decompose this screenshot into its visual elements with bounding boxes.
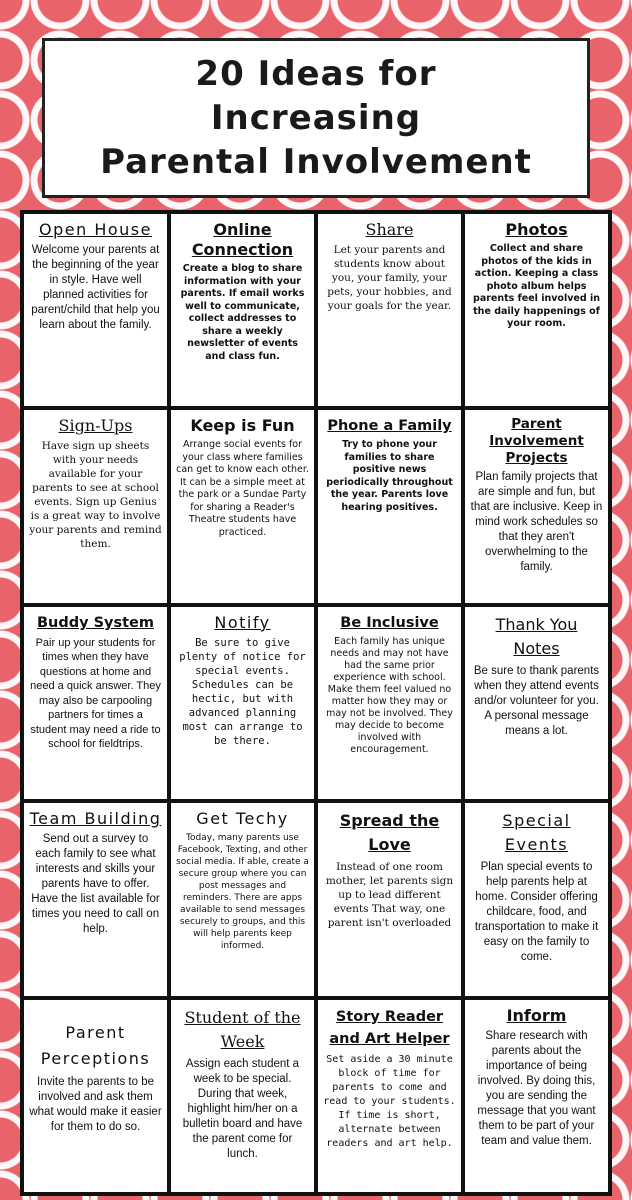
idea-body: Be sure to thank parents when they attend events and/or volunteer for you. A personal message means a lot. xyxy=(473,664,600,737)
idea-title: Spread the Love xyxy=(339,811,440,855)
idea-card-share xyxy=(318,214,461,406)
idea-card-sign-ups xyxy=(24,410,167,602)
title-line-3: Parental Involvement xyxy=(100,142,532,182)
idea-body: Be sure to give plenty of notice for special events. Schedules can be hectic, but with advanced planning most can arrange to be there. xyxy=(179,636,306,747)
idea-body: Set aside a 30 minute block of time for parents to come and read to your students. If time is short, alternate between readers and art help. xyxy=(323,1053,456,1149)
idea-title: Phone a Family xyxy=(327,418,452,435)
idea-body: Plan special events to help parents help at home. Consider offering childcare, food, and transportation to make it easy on the family to come. xyxy=(474,861,599,964)
idea-body: Have sign up sheets with your needs available for your parents to see at school events. Sign up Genius is a great way to involve your parents and remind them. xyxy=(29,440,162,551)
idea-body: Welcome your parents at the beginning of the year in style. Have well planned activities for parent/child that help you learn about the family. xyxy=(31,244,160,331)
idea-body: Share research with parents about the importance of being involved. By doing this, you are sending the message that you want them to be part of your team and value them. xyxy=(477,1029,596,1147)
idea-title: Share xyxy=(365,220,414,239)
idea-title: Story Reader and Art Helper xyxy=(329,1008,450,1047)
idea-card-special-events xyxy=(465,803,608,995)
idea-body: Arrange social events for your class where families can get to know each other. It can be a simple meet at the park or a Sundae Party for sharing a Reader's Theatre students have practiced. xyxy=(176,439,309,538)
idea-title: Buddy System xyxy=(36,614,155,631)
idea-title: Student of the Week xyxy=(184,1007,301,1051)
idea-card-photos xyxy=(465,214,608,406)
idea-card-spread-the-love xyxy=(318,803,461,995)
idea-title: Thank You Notes xyxy=(495,614,578,658)
idea-card-notify xyxy=(171,607,314,799)
idea-card-inform xyxy=(465,1000,608,1192)
idea-card-get-techy xyxy=(171,803,314,995)
idea-card-phone-a-family xyxy=(318,410,461,602)
idea-title: Inform xyxy=(506,1005,567,1025)
idea-body: Collect and share photos of the kids in action. Keeping a class photo album helps parents feel involved in the daily happenings of your room. xyxy=(473,243,600,329)
idea-body: Instead of one room mother, let parents sign up to lead different events That way, one parent isn't overloaded xyxy=(325,861,454,930)
idea-card-thank-you-notes xyxy=(465,607,608,799)
idea-body: Let your parents and students know about you, your family, your pets, your hobbies, and your goals for the year. xyxy=(327,244,452,312)
idea-title: Parent Perceptions xyxy=(40,1022,151,1068)
idea-title: Notify xyxy=(214,612,271,632)
idea-title: Team Building xyxy=(29,809,162,829)
idea-title: Special Events xyxy=(502,811,571,855)
idea-title: Parent Involvement Projects xyxy=(489,416,584,467)
idea-body: Invite the parents to be involved and ask them what would make it easier for them to do so. xyxy=(29,1075,162,1133)
idea-title: Online Connection xyxy=(191,220,294,259)
idea-body: Pair up your students for times when they have questions at home and need a quick answer. They may also be carpooling partners for times a student may need a ride to school for fieldtrips. xyxy=(30,636,161,751)
idea-title: Keep is Fun xyxy=(190,416,295,436)
idea-card-be-inclusive xyxy=(318,607,461,799)
idea-card-open-house xyxy=(24,214,167,406)
idea-card-parent-involvement-projects xyxy=(465,410,608,602)
idea-body: Plan family projects that are simple and fun, but that are inclusive. Keep in mind work schedules so that they aren't overwhelming to the family. xyxy=(470,471,603,574)
idea-title: Photos xyxy=(505,220,568,239)
idea-title: Open House xyxy=(39,220,152,239)
idea-card-story-reader xyxy=(318,1000,461,1192)
idea-body: Try to phone your families to share positive news periodically throughout the year. Parents love hearing positives. xyxy=(326,439,453,513)
title-line-2: Increasing xyxy=(210,98,422,138)
idea-card-keep-is-fun xyxy=(171,410,314,602)
idea-body: Create a blog to share information with your parents. If email works well to communicate, collect addresses to share a weekly newsletter of events and class fun. xyxy=(180,263,305,362)
idea-title: Be Inclusive xyxy=(340,614,439,631)
idea-body: Send out a survey to each family to see what interests and skills your parents have to offer. Have the list available for times you need to call on help. xyxy=(31,833,160,936)
idea-title: Sign-Ups xyxy=(58,416,133,436)
idea-title: Get Techy xyxy=(196,809,289,829)
ideas-grid xyxy=(20,210,612,1196)
idea-card-buddy-system xyxy=(24,607,167,799)
title-line-1: 20 Ideas for xyxy=(195,54,437,94)
idea-card-parent-perceptions xyxy=(24,1000,167,1192)
idea-body: Assign each student a week to be special. During that week, highlight him/her on a bulletin board and have the parent come for lunch. xyxy=(182,1057,303,1160)
idea-body: Each family has unique needs and may not have had the same prior experience with school. Make them feel valued no matter how they may or may not be involved. They may decide to become involved with encouragement. xyxy=(326,635,453,755)
idea-card-team-building xyxy=(24,803,167,995)
idea-card-student-of-the-week xyxy=(171,1000,314,1192)
idea-body: Today, many parents use Facebook, Texting, and other social media. If able, create a secure group where you can post messages and reminders. There are apps available to send messages securely to groups, and this will help parents keep informed. xyxy=(176,833,309,952)
idea-card-online-connection xyxy=(171,214,314,406)
title-banner xyxy=(42,38,590,198)
